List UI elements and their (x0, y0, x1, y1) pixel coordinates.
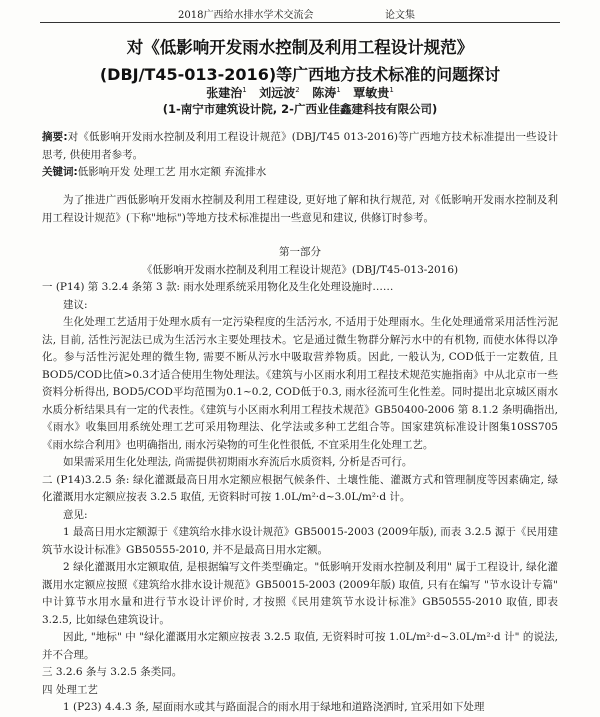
body-paragraph: 1 (P23) 4.4.3 条, 屋面雨水或其与路面混合的雨水用于绿地和道路浇洒时, 宜采用如下处理 (63, 701, 485, 713)
author-list (0, 84, 600, 101)
author-name: 张建治 (206, 86, 243, 100)
part-one (42, 244, 558, 279)
body-paragraph: 如果需采用生化处理法, 尚需提供初期雨水弃流后水质资料, 分析是否可行。 (63, 456, 413, 468)
body-paragraph: 因此, "地标" 中 "绿化灌溉用水定额应按表 3.2.5 取值, 无资料时可按 1.0L/m²·d~3.0L/m²·d 计" 的说法, 并不合理。 (42, 631, 558, 661)
body-paragraph: 三 3.2.6 条与 3.2.5 条类同。 (42, 666, 183, 678)
author-name: 覃敏贵 (353, 86, 390, 100)
body-text (42, 279, 558, 713)
body-paragraph: 四 处理工艺 (42, 683, 98, 696)
header-conference: 2018广西给水排水学术交流会 (178, 10, 314, 21)
keywords-label: 关键词: (42, 166, 78, 178)
body-paragraph: 意见: (63, 508, 88, 521)
body-paragraph: 2 绿化灌溉用水定额取值, 是根据编写文件类型确定。"低影响开发雨水控制及利用" 属于工程设计, 绿化灌溉用水定额应按照《建筑给水排水设计规范》GB50015-2003 (2009年版) 取值, 只有在编写 "节水设计专篇" 中计算节水用水量和进行节水设计评价时, 才按照《民用建筑节水设计标准》GB50555-2010 取值, 即表 3.2.5, 比如绿色建筑设计。 (42, 561, 558, 626)
author-affiliation-mark: 1 (389, 86, 394, 94)
keywords-text: 低影响开发 处理工艺 用水定额 弃流排水 (77, 166, 267, 178)
part-subheading: 《低影响开发雨水控制及利用工程设计规范》(DBJ/T45-013-2016) (141, 263, 459, 276)
abstract-label: 摘要: (42, 131, 68, 143)
intro-paragraph: 为了推进广西低影响开发雨水控制及利用工程建设, 更好地了解和执行规范, 对《低影响开发雨水控制及利用工程设计规范》(下称"地标")等地方技术标准提出一些意见和建议, 供修订时参考。 (42, 194, 558, 224)
abstract-text: 对《低影响开发雨水控制及利用工程设计规范》(DBJ/T45 013-2016)等广西地方技术标准提出一些设计思考, 供使用者参考。 (42, 131, 559, 161)
abstract (42, 129, 558, 164)
introduction (42, 192, 558, 227)
body-paragraph: 生化处理工艺适用于处理水质有一定污染程度的生活污水, 不适用于处理雨水。生化处理通常采用活性污泥法, 目前, 活性污泥法已成为生活污水主要处理技术。它是通过微生物群分解污水中的有机物, 而使水体得以净化。参与活性污泥处理的微生物, 需要不断从污水中吸取营养物质。因此, 一般认为, COD低于一定数值, 且BOD5/COD比值>0.3才适合使用生物处理法。《建筑与小区雨水利用工程技术规范实施指南》中从北京市一些资料分析得出, BOD5/COD平均范围为0.1~0.2, COD低于0.3, 雨水径流可生化性差。同时提出北京城区雨水水质分析结果具有一定的代表性。《建筑与小区雨水利用工程技术规范》GB50400-2006 第 8.1.2 条明确指出, 《雨水》收集回用系统处理工艺可采用物理法、化学法或多种工艺组合等。国家建筑标准设计图集10SS705《雨水综合利用》也明确指出, 雨水污染物的可生化性很低, 不宜采用生化处理工艺。 (42, 316, 558, 451)
body-paragraph: 二 (P14)3.2.5 条: 绿化灌溉最高日用水定额应根据气候条件、土壤性能、灌溉方式和管理制度等因素确定, 绿化灌溉用水定额应按表 3.2.5 取值, 无资料时可按 1.0L/m²·d~3.0L/m²·d 计。 (42, 473, 558, 503)
body-paragraph: 一 (P14) 第 3.2.4 条第 3 款: 雨水处理系统采用物化及生化处理设施时…… (42, 281, 394, 293)
paper-title-line2: (DBJ/T45-013-2016)等广西地方技术标准的问题探讨 (99, 65, 501, 84)
keywords (42, 164, 558, 182)
author-affiliation-mark: 2 (295, 86, 300, 94)
header-rule (40, 22, 560, 23)
author-name: 陈涛 (312, 86, 337, 100)
paper-title-line1: 对《低影响开发雨水控制及利用工程设计规范》 (126, 38, 474, 57)
abstract-section (42, 129, 558, 182)
header-proceedings: 论文集 (385, 10, 415, 21)
part-heading: 第一部分 (279, 246, 321, 258)
body-paragraph: 建议: (63, 298, 88, 311)
author-affiliation-mark: 1 (336, 86, 341, 94)
body-paragraph: 1 最高日用水定额源于《建筑给水排水设计规范》GB50015-2003 (2009年版), 而表 3.2.5 源于《民用建筑节水设计标准》GB50555-2010, 并不是最高日用水定额。 (42, 526, 558, 556)
author-name: 刘远波 (259, 86, 296, 100)
author-affiliation-mark: 1 (242, 86, 247, 94)
affiliation: (1-南宁市建筑设计院, 2-广西业佳鑫建科技有限公司) (162, 102, 438, 116)
